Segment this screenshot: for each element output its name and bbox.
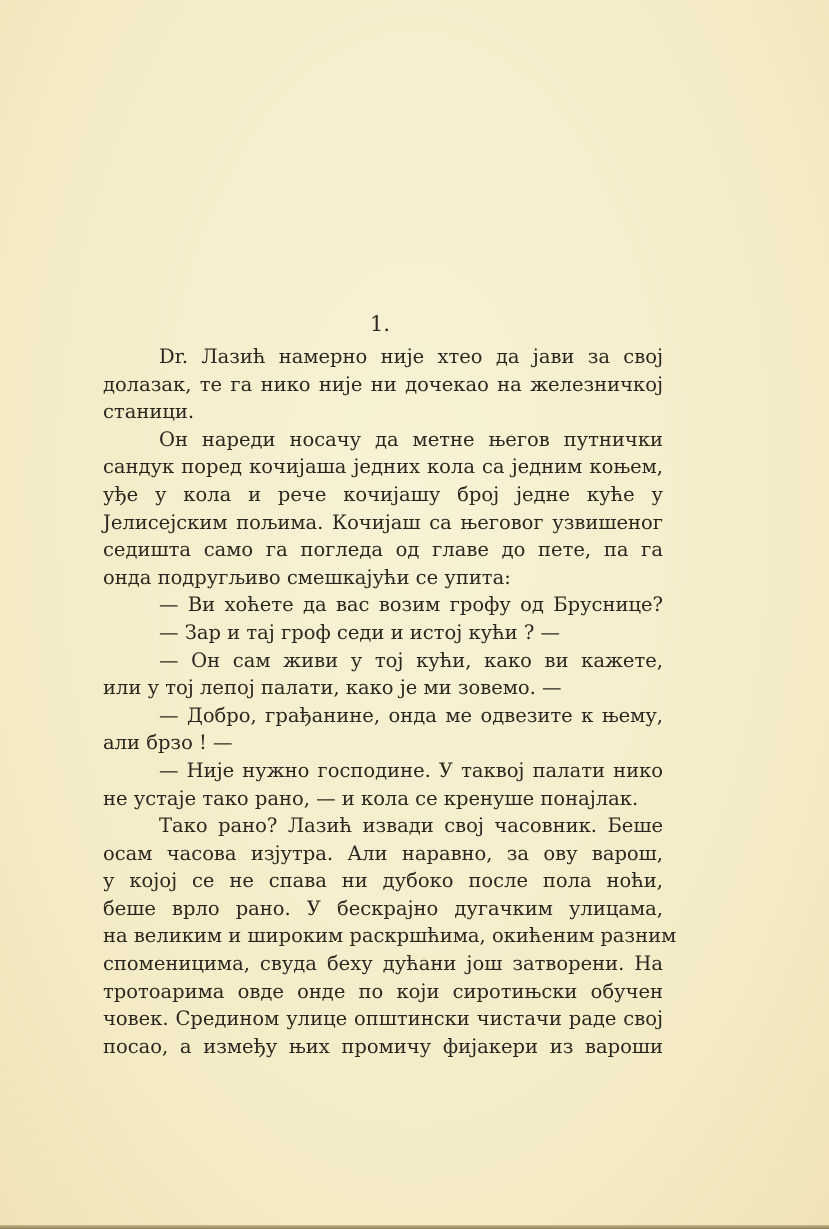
text-line: долазак, те га нико није ни дочекао на железничкој xyxy=(103,372,663,396)
text-line: човек. Средином улице општински чистачи раде свој xyxy=(103,1007,663,1031)
text-line: у којој се не спава ни дубоко после пола ноћи, xyxy=(103,869,663,893)
text-line: али брзо ! — xyxy=(103,731,233,755)
text-line: — Није нужно господине. У таквој палати нико xyxy=(159,758,663,782)
text-line: станици. xyxy=(103,400,195,424)
text-line: на великим и широким раскршћима, окићеним разним xyxy=(103,924,677,948)
text-line: — Он сам живи у тој кући, како ви кажете, xyxy=(159,648,663,672)
body-text xyxy=(103,343,677,1060)
text-line: Он нареди носачу да метне његов путнички xyxy=(159,427,663,451)
text-line: посао, а између њих промичу фијакери из вароши xyxy=(103,1034,663,1058)
text-line: не устаје тако рано, — и кола се кренуше понајлак. xyxy=(103,786,639,810)
text-line: — Ви хоћете да вас возим грофу од Бруснице? xyxy=(159,593,663,617)
text-line: седишта само га погледа од главе до пете, па га xyxy=(103,538,663,562)
text-line: споменицима, свуда беху дућани још затворени. На xyxy=(103,952,663,976)
text-line: осам часова изјутра. Али наравно, за ову варош, xyxy=(103,841,663,865)
text-line: — Добро, грађанине, онда ме одвезите к њему, xyxy=(159,703,663,727)
text-line: или у тој лепој палати, како је ми зовемо. — xyxy=(103,676,562,700)
text-line: Тако рано? Лазић извади свој часовник. Беше xyxy=(159,814,663,838)
text-line: онда подругљиво смешкајући се упита: xyxy=(103,565,511,589)
page-edge xyxy=(0,1225,829,1229)
text-line: беше врло рано. У бескрајно дугачким улицама, xyxy=(103,896,663,920)
text-line: Јелисејским пољима. Кочијаш са његовог узвишеног xyxy=(103,510,663,534)
chapter-number: 1. xyxy=(369,312,391,336)
text-line: — Зар и тај гроф седи и истој кући ? — xyxy=(159,620,561,644)
text-line: сандук поред кочијаша једних кола са једним коњем, xyxy=(103,455,663,479)
text-line: Dr. Лазић намерно није хтео да јави за свој xyxy=(159,345,663,368)
text-line: тротоарима овде онде по који сиротињски обучен xyxy=(103,979,663,1003)
text-line: уђе у кола и рече кочијашу број једне куће у xyxy=(103,482,663,506)
